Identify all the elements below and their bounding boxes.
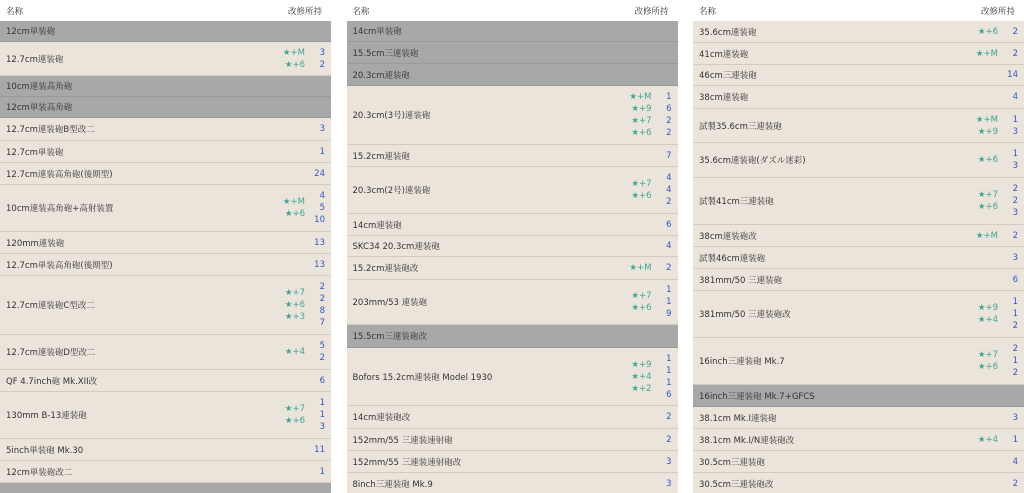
owned-count: 3 (1012, 161, 1018, 171)
owned-counts (998, 26, 1024, 38)
header-kaishu[interactable]: 改修 (634, 6, 652, 17)
owned-counts (305, 375, 331, 387)
owned-count: 11 (314, 444, 325, 455)
improvement-levels (952, 26, 998, 38)
improvement-level: ★+4 (631, 371, 652, 382)
equipment-name: 8inch三連装砲 Mk.9 (352, 479, 433, 490)
equipment-name: 30.5cm三連装砲改 (699, 479, 774, 490)
equipment-name: 試製41cm三連装砲 (699, 197, 774, 207)
improvement-level: ★+M (975, 114, 998, 125)
improvement-level: ★+7 (284, 404, 305, 414)
equipment-column-1 (0, 0, 331, 493)
improvement-level: ★+M (975, 48, 998, 59)
equipment-row[interactable] (693, 225, 1024, 247)
equipment-name: 203mm/53 連装砲 (352, 298, 428, 308)
equipment-row[interactable] (693, 65, 1024, 86)
equipment-column-2 (347, 0, 678, 493)
owned-count: 4 (1012, 92, 1018, 102)
owned-counts (305, 444, 331, 456)
equipment-name: 12.7cm単装高角砲(後期型) (6, 260, 113, 271)
owned-count: 3 (1012, 412, 1018, 423)
owned-count: 1 (1012, 356, 1018, 366)
owned-counts (305, 146, 331, 158)
owned-count: 3 (1012, 252, 1018, 263)
equipment-row[interactable] (347, 214, 678, 236)
equipment-name: 16inch三連装砲 Mk.7 (699, 357, 785, 367)
table-header (0, 0, 331, 21)
category-name: 14cm単装砲 (352, 27, 402, 37)
equipment-name: Bofors 15.2cm連装砲 Model 1930 (352, 372, 493, 383)
equipment-name: 12.7cm単装砲 (6, 147, 64, 158)
equipment-name: 12.7cm連装砲D型改二 (6, 348, 96, 358)
category-name: 15.5cm三連装砲改 (352, 332, 427, 342)
owned-count: 3 (319, 124, 325, 134)
header-shoji[interactable]: 所持 (305, 6, 323, 17)
improvement-level: ★+2 (631, 383, 652, 394)
improvement-levels (952, 302, 998, 326)
equipment-row[interactable] (347, 280, 678, 325)
equipment-name: 152mm/55 三連装速射砲改 (352, 457, 462, 468)
owned-counts (305, 123, 331, 135)
owned-count: 4 (666, 185, 672, 195)
owned-counts (998, 230, 1024, 242)
owned-count: 9 (666, 309, 672, 319)
equipment-name: 20.3cm(2号)連装砲 (352, 186, 431, 196)
equipment-name: 14cm連装砲 (352, 220, 402, 231)
improvement-levels (259, 287, 305, 323)
equipment-row[interactable] (693, 21, 1024, 43)
improvement-level: ★+4 (977, 315, 998, 325)
equipment-row[interactable] (693, 178, 1024, 225)
owned-counts (998, 478, 1024, 490)
owned-count: 3 (319, 47, 325, 58)
owned-counts (652, 353, 678, 401)
owned-count: 1 (1012, 297, 1018, 307)
improvement-levels (259, 47, 305, 71)
owned-count: 1 (666, 285, 672, 295)
header-name[interactable]: 名称 (352, 6, 370, 17)
owned-count: 1 (319, 398, 325, 408)
equipment-name: 12.7cm連装高角砲(後期型) (6, 169, 113, 180)
owned-counts (652, 478, 678, 490)
owned-count: 7 (666, 150, 672, 161)
owned-count: 2 (319, 294, 325, 304)
owned-counts (652, 411, 678, 423)
owned-counts (998, 148, 1024, 172)
equipment-row[interactable] (693, 407, 1024, 429)
owned-count: 5 (319, 203, 325, 213)
equipment-name: 15.2cm連装砲 (352, 151, 410, 162)
owned-count: 1 (319, 466, 325, 477)
equipment-name: 41cm連装砲 (699, 49, 749, 60)
category-row[interactable] (347, 64, 678, 86)
owned-count: 13 (314, 237, 325, 248)
equipment-row[interactable] (0, 118, 331, 141)
improvement-level: ★+9 (631, 359, 652, 370)
improvement-levels (952, 154, 998, 166)
equipment-row[interactable] (693, 451, 1024, 473)
owned-count: 24 (314, 168, 325, 179)
equipment-name: 152mm/55 三連装速射砲 (352, 435, 453, 446)
improvement-level: ★+6 (284, 59, 305, 70)
equipment-row[interactable] (693, 86, 1024, 109)
equipment-row[interactable] (0, 163, 331, 185)
owned-count: 1 (1012, 434, 1018, 445)
improvement-levels (952, 189, 998, 213)
owned-counts (998, 274, 1024, 286)
category-name: 10cm連装高角砲 (6, 82, 73, 92)
equipment-row[interactable] (347, 348, 678, 406)
owned-count: 6 (666, 219, 672, 230)
equipment-name: 38cm連装砲改 (699, 231, 757, 242)
owned-count: 2 (1012, 344, 1018, 354)
owned-count: 1 (666, 365, 672, 376)
improvement-levels (606, 290, 652, 314)
owned-counts (652, 240, 678, 252)
owned-count: 14 (1007, 70, 1018, 80)
owned-counts (652, 219, 678, 231)
category-row[interactable] (0, 97, 331, 118)
equipment-row[interactable] (347, 406, 678, 429)
owned-counts (998, 114, 1024, 138)
equipment-row[interactable] (0, 439, 331, 461)
owned-counts (305, 340, 331, 364)
equipment-name: SKC34 20.3cm連装砲 (352, 242, 440, 252)
equipment-name: 38.1cm Mk.I/N連装砲改 (699, 435, 795, 446)
improvement-level: ★+6 (284, 416, 305, 426)
equipment-row[interactable] (693, 429, 1024, 451)
equipment-name: 12.7cm連装砲B型改二 (6, 125, 95, 135)
owned-count: 6 (319, 375, 325, 386)
owned-count: 8 (319, 306, 325, 316)
owned-count: 4 (666, 241, 672, 251)
equipment-row[interactable] (693, 291, 1024, 338)
owned-count: 1 (1012, 309, 1018, 319)
owned-count: 4 (666, 173, 672, 183)
owned-count: 4 (1012, 456, 1018, 467)
header-shoji[interactable]: 所持 (651, 6, 669, 17)
category-row[interactable] (347, 21, 678, 42)
header-name[interactable]: 名称 (6, 6, 24, 17)
owned-count: 1 (666, 377, 672, 388)
equipment-name: 46cm三連装砲 (699, 71, 757, 81)
owned-count: 1 (319, 410, 325, 420)
owned-count: 2 (1012, 26, 1018, 37)
equipment-name: 12.7cm連装砲 (6, 54, 64, 65)
improvement-level: ★+6 (284, 209, 305, 219)
improvement-levels (952, 48, 998, 60)
improvement-level: ★+6 (631, 128, 652, 138)
owned-count: 3 (1012, 126, 1018, 137)
owned-counts (305, 281, 331, 329)
owned-counts (305, 190, 331, 226)
equipment-row[interactable] (693, 143, 1024, 178)
owned-counts (305, 397, 331, 433)
owned-count: 2 (666, 116, 672, 126)
improvement-levels (259, 346, 305, 358)
equipment-row[interactable] (347, 257, 678, 280)
improvement-levels (952, 349, 998, 373)
owned-count: 3 (666, 478, 672, 489)
owned-counts (305, 168, 331, 180)
header-shoji[interactable]: 所持 (998, 6, 1016, 17)
category-name: 12cm単装高角砲 (6, 103, 73, 113)
owned-counts (998, 296, 1024, 332)
header-kaishu[interactable]: 改修 (980, 6, 998, 17)
category-name: 15.5cm三連装砲 (352, 48, 419, 59)
owned-count: 1 (666, 92, 672, 102)
owned-counts (652, 172, 678, 208)
improvement-level: ★+7 (631, 291, 652, 301)
owned-counts (998, 69, 1024, 81)
equipment-name: 381mm/50 三連装砲改 (699, 310, 791, 320)
equipment-row[interactable] (0, 461, 331, 483)
equipment-row[interactable] (347, 451, 678, 473)
category-name: 20.3cm連装砲 (352, 70, 410, 81)
table-header (693, 0, 1024, 21)
equipment-name: 120mm連装砲 (6, 238, 65, 249)
improvement-levels (952, 114, 998, 138)
equipment-name: 38.1cm Mk.I連装砲 (699, 413, 777, 424)
equipment-name: 15.2cm連装砲改 (352, 264, 419, 274)
improvement-level: ★+9 (631, 104, 652, 114)
owned-counts (998, 456, 1024, 468)
improvement-level: ★+M (975, 230, 998, 241)
owned-counts (652, 284, 678, 320)
equipment-name: 35.6cm連装砲 (699, 27, 757, 38)
equipment-name: 381mm/50 三連装砲 (699, 275, 783, 286)
owned-count: 1 (319, 146, 325, 157)
category-row[interactable] (693, 385, 1024, 407)
category-name: 16inch三連装砲 Mk.7+GFCS (699, 391, 815, 402)
equipment-row[interactable] (693, 338, 1024, 385)
equipment-row[interactable] (347, 167, 678, 214)
owned-count: 6 (666, 104, 672, 114)
improvement-levels (952, 230, 998, 242)
equipment-name: 38cm連装砲 (699, 93, 749, 103)
improvement-level: ★+7 (631, 179, 652, 189)
improvement-level: ★+6 (631, 191, 652, 201)
improvement-level: ★+6 (284, 300, 305, 310)
equipment-name: 30.5cm三連装砲 (699, 457, 765, 468)
equipment-row[interactable] (0, 370, 331, 392)
equipment-row[interactable] (0, 42, 331, 76)
equipment-row[interactable] (693, 269, 1024, 291)
equipment-name: QF 4.7inch砲 Mk.XII改 (6, 376, 98, 387)
improvement-level: ★+4 (284, 347, 305, 357)
equipment-row[interactable] (693, 473, 1024, 493)
owned-count: 2 (1012, 48, 1018, 59)
improvement-level: ★+7 (977, 190, 998, 200)
equipment-name: 130mm B-13連装砲 (6, 411, 87, 421)
category-row[interactable] (0, 483, 331, 493)
owned-count: 5 (319, 341, 325, 351)
equipment-row[interactable] (347, 473, 678, 493)
owned-counts (998, 91, 1024, 103)
owned-counts (305, 237, 331, 249)
owned-count: 3 (1012, 208, 1018, 218)
equipment-row[interactable] (693, 109, 1024, 143)
owned-count: 2 (1012, 196, 1018, 206)
header-name[interactable]: 名称 (699, 6, 717, 17)
improvement-level: ★+7 (631, 116, 652, 126)
improvement-level: ★+9 (977, 126, 998, 137)
category-row[interactable] (347, 42, 678, 64)
owned-count: 2 (666, 197, 672, 207)
equipment-name: 12.7cm連装砲C型改二 (6, 301, 95, 311)
owned-count: 2 (1012, 184, 1018, 194)
equipment-row[interactable] (0, 392, 331, 439)
owned-count: 1 (666, 297, 672, 307)
owned-count: 2 (666, 412, 672, 422)
equipment-row[interactable] (693, 247, 1024, 269)
category-row[interactable] (0, 76, 331, 97)
equipment-row[interactable] (0, 254, 331, 276)
owned-counts (998, 183, 1024, 219)
category-name: 12cm単装砲 (6, 27, 56, 37)
owned-count: 3 (666, 456, 672, 467)
improvement-level: ★+M (629, 263, 652, 273)
equipment-row[interactable] (347, 86, 678, 145)
owned-counts (652, 456, 678, 468)
owned-count: 2 (1012, 368, 1018, 378)
owned-count: 2 (319, 59, 325, 70)
owned-count: 4 (319, 191, 325, 201)
owned-count: 6 (666, 389, 672, 400)
owned-count: 2 (1012, 478, 1018, 489)
equipment-row[interactable] (347, 145, 678, 167)
owned-count: 2 (666, 128, 672, 138)
column-gap (678, 0, 694, 493)
improvement-levels (259, 196, 305, 220)
equipment-name: 35.6cm連装砲(ダズル迷彩) (699, 156, 806, 166)
equipment-name: 5inch単装砲 Mk.30 (6, 445, 84, 456)
equipment-row[interactable] (0, 141, 331, 163)
equipment-name: 試製46cm連装砲 (699, 253, 766, 264)
equipment-name: 10cm連装高角砲+高射装置 (6, 204, 114, 214)
column-gap (331, 0, 347, 493)
owned-counts (305, 259, 331, 271)
improvement-level: ★+6 (977, 202, 998, 212)
improvement-level: ★+6 (631, 303, 652, 313)
header-kaishu[interactable]: 改修 (287, 6, 305, 17)
equipment-name: 20.3cm(3号)連装砲 (352, 111, 431, 121)
owned-count: 6 (1012, 274, 1018, 285)
owned-counts (652, 434, 678, 446)
equipment-row[interactable] (0, 232, 331, 254)
table-header (347, 0, 678, 21)
equipment-name: 12cm単装砲改二 (6, 467, 73, 478)
owned-count: 1 (1012, 114, 1018, 125)
owned-counts (998, 252, 1024, 264)
equipment-row[interactable] (347, 236, 678, 257)
improvement-level: ★+7 (977, 350, 998, 360)
owned-count: 13 (314, 259, 325, 270)
improvement-level: ★+M (629, 92, 652, 102)
improvement-level: ★+M (282, 47, 305, 58)
owned-count: 2 (319, 282, 325, 292)
owned-counts (652, 91, 678, 139)
owned-count: 2 (1012, 321, 1018, 331)
improvement-levels (606, 359, 652, 395)
owned-count: 2 (319, 353, 325, 363)
owned-counts (652, 262, 678, 274)
category-row[interactable] (347, 325, 678, 348)
improvement-levels (606, 178, 652, 202)
equipment-row[interactable] (693, 43, 1024, 65)
owned-count: 3 (319, 422, 325, 432)
improvement-level: ★+7 (284, 288, 305, 298)
owned-count: 2 (1012, 230, 1018, 241)
improvement-levels (606, 262, 652, 274)
owned-counts (305, 47, 331, 71)
equipment-row[interactable] (0, 276, 331, 335)
improvement-level: ★+4 (977, 434, 998, 445)
improvement-level: ★+6 (977, 155, 998, 165)
owned-count: 1 (1012, 149, 1018, 159)
owned-count: 1 (666, 353, 672, 364)
category-row[interactable] (0, 21, 331, 42)
owned-counts (998, 412, 1024, 424)
improvement-levels (259, 403, 305, 427)
equipment-row[interactable] (0, 335, 331, 370)
improvement-levels (606, 91, 652, 139)
owned-count: 10 (314, 215, 325, 225)
improvement-level: ★+9 (977, 303, 998, 313)
equipment-name: 14cm連装砲改 (352, 413, 411, 423)
equipment-column-3 (693, 0, 1024, 493)
owned-count: 2 (666, 263, 672, 273)
equipment-name: 試製35.6cm三連装砲 (699, 121, 782, 132)
improvement-level: ★+M (282, 197, 305, 207)
owned-count: 2 (666, 434, 672, 445)
improvement-level: ★+3 (284, 312, 305, 322)
owned-counts (652, 150, 678, 162)
improvement-level: ★+6 (977, 362, 998, 372)
improvement-levels (952, 434, 998, 446)
owned-counts (998, 343, 1024, 379)
owned-counts (998, 48, 1024, 60)
owned-counts (305, 466, 331, 478)
owned-count: 7 (319, 318, 325, 328)
equipment-row[interactable] (347, 429, 678, 451)
owned-counts (998, 434, 1024, 446)
improvement-level: ★+6 (977, 26, 998, 37)
equipment-row[interactable] (0, 185, 331, 232)
